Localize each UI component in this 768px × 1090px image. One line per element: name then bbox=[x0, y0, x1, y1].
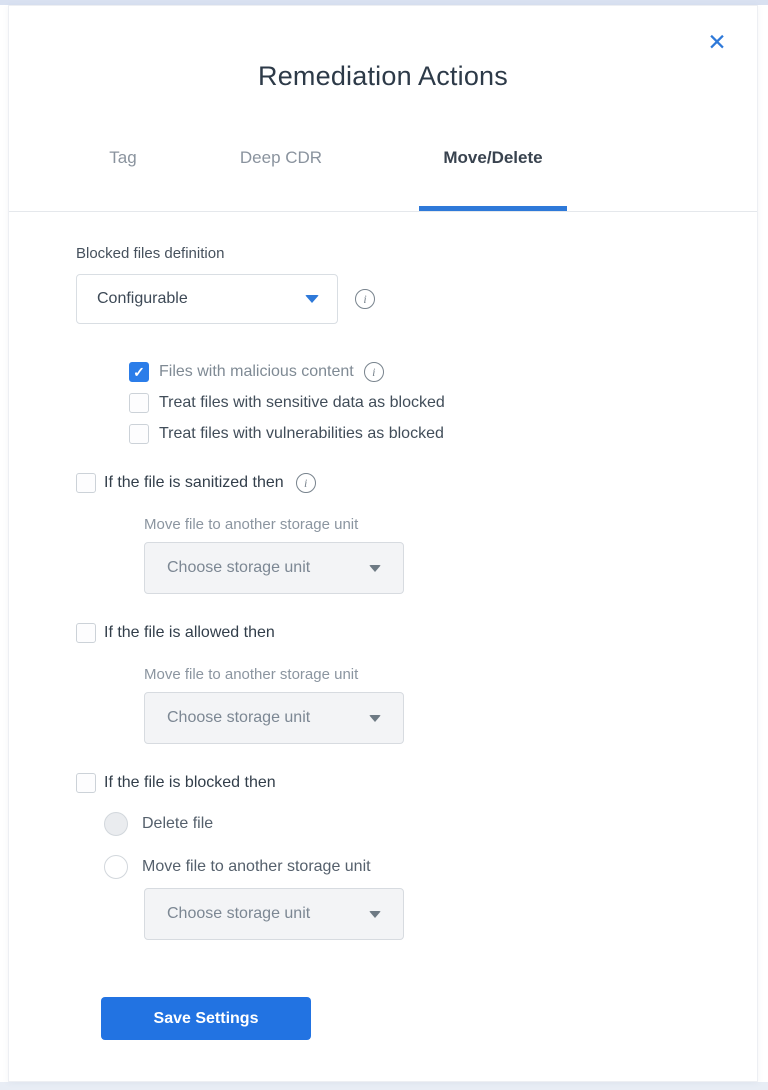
checkbox-row-vulnerabilities bbox=[129, 424, 717, 444]
blocked-definition-options bbox=[129, 362, 717, 444]
move-file-radio[interactable] bbox=[104, 855, 128, 879]
modal-title: Remediation Actions bbox=[258, 61, 508, 91]
allowed-checkbox[interactable] bbox=[76, 623, 96, 643]
delete-file-radio[interactable] bbox=[104, 812, 128, 836]
sanitized-label: If the file is sanitized then bbox=[104, 474, 284, 491]
sensitive-data-checkbox[interactable] bbox=[129, 393, 149, 413]
sensitive-data-label: Treat files with sensitive data as blocked bbox=[159, 394, 445, 411]
chevron-down-icon bbox=[369, 911, 381, 918]
blocked-storage-unit-value: Choose storage unit bbox=[167, 905, 311, 922]
allowed-storage-unit-select[interactable] bbox=[144, 692, 404, 744]
tab-deep-cdr[interactable]: Deep CDR bbox=[239, 148, 323, 167]
sanitized-checkbox[interactable] bbox=[76, 473, 96, 493]
chevron-down-icon bbox=[369, 715, 381, 722]
save-settings-button[interactable]: Save Settings bbox=[101, 997, 311, 1040]
delete-file-label: Delete file bbox=[142, 815, 214, 832]
remediation-actions-modal bbox=[8, 5, 758, 1082]
sanitized-storage-unit-select[interactable] bbox=[144, 542, 404, 594]
checkbox-row-sensitive bbox=[129, 393, 717, 413]
section-allowed bbox=[76, 623, 717, 744]
checkbox-row-malicious bbox=[129, 362, 717, 382]
allowed-label: If the file is allowed then bbox=[104, 624, 275, 641]
blocked-storage-unit-select[interactable] bbox=[144, 888, 404, 940]
section-sanitized bbox=[76, 473, 717, 594]
vulnerabilities-checkbox[interactable] bbox=[129, 424, 149, 444]
tab-tag[interactable]: Tag bbox=[109, 148, 137, 167]
vulnerabilities-label: Treat files with vulnerabilities as blocked bbox=[159, 425, 444, 442]
radio-row-move-file bbox=[104, 855, 717, 879]
page-background-bottom-strip bbox=[0, 1082, 768, 1090]
blocked-files-definition-value: Configurable bbox=[97, 290, 188, 307]
sanitized-move-label: Move file to another storage unit bbox=[144, 516, 359, 533]
move-file-label: Move file to another storage unit bbox=[142, 858, 371, 875]
sanitized-storage-unit-value: Choose storage unit bbox=[167, 559, 311, 576]
blocked-files-definition-select[interactable] bbox=[76, 274, 338, 324]
chevron-down-icon bbox=[369, 565, 381, 572]
section-blocked bbox=[76, 773, 717, 940]
radio-row-delete-file bbox=[104, 812, 717, 836]
blocked-label: If the file is blocked then bbox=[104, 774, 276, 791]
close-icon[interactable]: ✕ bbox=[703, 28, 731, 56]
info-icon[interactable]: i bbox=[364, 362, 384, 382]
allowed-storage-unit-value: Choose storage unit bbox=[167, 709, 311, 726]
blocked-files-definition-label: Blocked files definition bbox=[76, 245, 225, 262]
allowed-move-label: Move file to another storage unit bbox=[144, 666, 359, 683]
blocked-checkbox[interactable] bbox=[76, 773, 96, 793]
info-icon[interactable]: i bbox=[296, 473, 316, 493]
tab-bar bbox=[9, 132, 757, 212]
info-icon[interactable]: i bbox=[355, 289, 375, 309]
tab-panel-move-delete bbox=[9, 245, 757, 1040]
malicious-content-checkbox[interactable]: ✓ bbox=[129, 362, 149, 382]
malicious-content-label: Files with malicious content bbox=[159, 363, 354, 380]
chevron-down-icon bbox=[305, 295, 319, 303]
tab-move-delete[interactable]: Move/Delete bbox=[419, 132, 567, 211]
